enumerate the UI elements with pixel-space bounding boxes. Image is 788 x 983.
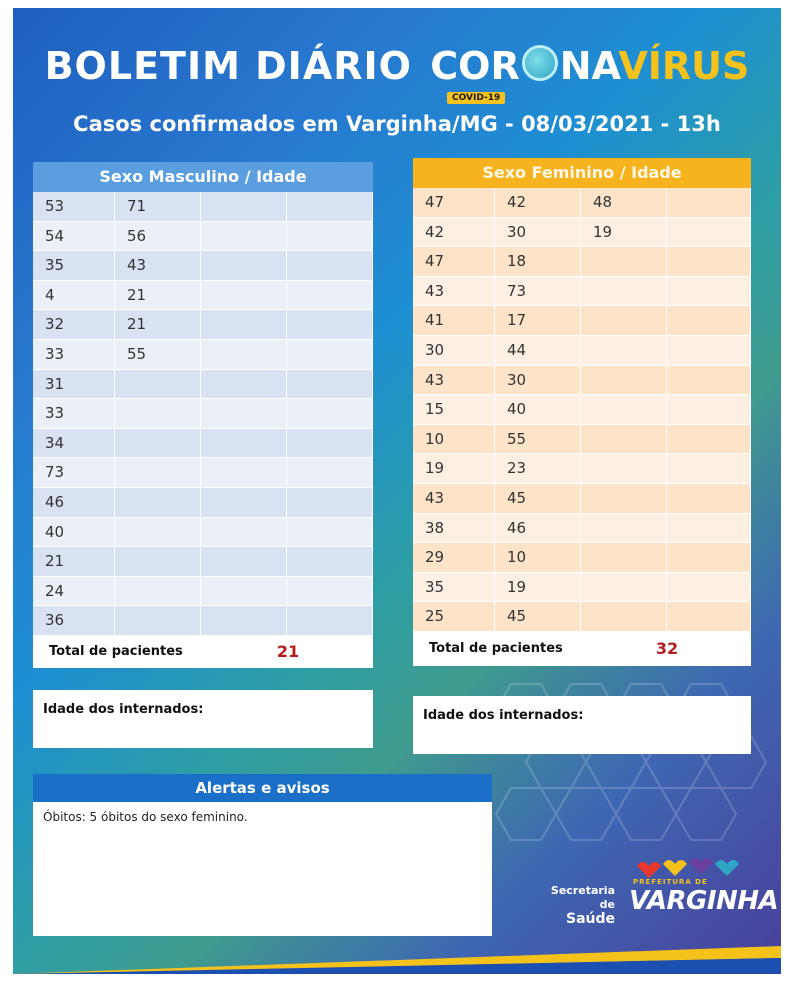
- alerts-panel: [33, 774, 492, 936]
- male-age-cell: [201, 606, 287, 636]
- title-corona: [417, 44, 618, 88]
- covid-tag: COVID-19: [447, 92, 505, 104]
- female-age-cell: [581, 514, 667, 544]
- secretaria-text: Secretaria de: [550, 884, 615, 911]
- female-age-cell: [667, 336, 751, 366]
- male-age-cell: 43: [115, 251, 201, 281]
- male-age-cell: 21: [115, 281, 201, 311]
- female-age-cell: [667, 602, 751, 632]
- female-age-cell: 73: [495, 277, 581, 307]
- male-age-cell: [287, 310, 373, 340]
- male-age-cell: 40: [33, 518, 115, 548]
- female-internados-box: [413, 696, 751, 754]
- female-age-cell: 40: [495, 395, 581, 425]
- male-age-cell: [201, 429, 287, 459]
- female-age-cell: 30: [413, 336, 495, 366]
- female-age-cell: 30: [495, 366, 581, 396]
- female-age-cell: 45: [495, 602, 581, 632]
- female-age-grid: [413, 188, 751, 632]
- male-age-cell: [287, 399, 373, 429]
- male-age-cell: 21: [115, 310, 201, 340]
- male-age-cell: [201, 281, 287, 311]
- alerts-header: Alertas e avisos: [33, 774, 492, 802]
- title-virus: VÍRUS: [618, 44, 750, 88]
- male-age-cell: 56: [115, 222, 201, 252]
- female-age-cell: 46: [495, 514, 581, 544]
- female-age-cell: [667, 277, 751, 307]
- male-age-cell: 21: [33, 547, 115, 577]
- female-age-cell: [581, 602, 667, 632]
- male-age-cell: 53: [33, 192, 115, 222]
- female-age-cell: 55: [495, 425, 581, 455]
- female-age-cell: 30: [495, 218, 581, 248]
- male-age-cell: 54: [33, 222, 115, 252]
- female-age-cell: [581, 425, 667, 455]
- male-internados-box: [33, 690, 373, 748]
- male-total-row: [33, 636, 373, 668]
- male-age-cell: [115, 518, 201, 548]
- male-age-cell: [201, 547, 287, 577]
- male-age-cell: [201, 370, 287, 400]
- female-age-cell: [667, 454, 751, 484]
- female-age-cell: 42: [495, 188, 581, 218]
- male-age-cell: [287, 606, 373, 636]
- female-age-cell: [581, 366, 667, 396]
- male-age-cell: [287, 192, 373, 222]
- bottom-stripe-decoration: [13, 938, 781, 974]
- male-age-cell: [287, 281, 373, 311]
- male-age-cell: [115, 399, 201, 429]
- prefeitura-label: PREFEITURA DE: [633, 878, 708, 886]
- female-age-cell: [581, 484, 667, 514]
- female-age-cell: 25: [413, 602, 495, 632]
- male-total-value: 21: [276, 642, 300, 662]
- female-age-cell: [581, 543, 667, 573]
- male-total-label: Total de pacientes: [49, 644, 183, 660]
- male-age-cell: 35: [33, 251, 115, 281]
- male-age-cell: [287, 547, 373, 577]
- female-age-cell: 38: [413, 514, 495, 544]
- female-age-cell: [667, 573, 751, 603]
- female-age-cell: 17: [495, 306, 581, 336]
- male-age-cell: 33: [33, 399, 115, 429]
- female-age-cell: [581, 277, 667, 307]
- female-age-cell: [667, 188, 751, 218]
- male-table-header: Sexo Masculino / Idade: [33, 162, 373, 192]
- female-age-cell: 19: [495, 573, 581, 603]
- secretaria-label: [533, 884, 615, 927]
- male-age-cell: 31: [33, 370, 115, 400]
- male-age-cell: [201, 192, 287, 222]
- male-age-cell: [115, 458, 201, 488]
- male-age-cell: 24: [33, 577, 115, 607]
- male-age-cell: 34: [33, 429, 115, 459]
- female-age-cell: [667, 395, 751, 425]
- female-age-cell: 43: [413, 484, 495, 514]
- female-age-cell: 29: [413, 543, 495, 573]
- female-age-cell: 42: [413, 218, 495, 248]
- male-age-cell: 55: [115, 340, 201, 370]
- female-age-cell: 44: [495, 336, 581, 366]
- male-age-cell: [287, 488, 373, 518]
- female-table-header: Sexo Feminino / Idade: [413, 158, 751, 188]
- female-age-cell: [667, 425, 751, 455]
- female-age-cell: [667, 514, 751, 544]
- bulletin-title: [13, 44, 781, 88]
- male-age-table: [33, 162, 373, 668]
- female-age-cell: 43: [413, 277, 495, 307]
- female-age-cell: 23: [495, 454, 581, 484]
- male-age-cell: 33: [33, 340, 115, 370]
- female-age-cell: 10: [495, 543, 581, 573]
- male-age-cell: [201, 518, 287, 548]
- female-age-cell: 41: [413, 306, 495, 336]
- female-age-cell: 48: [581, 188, 667, 218]
- female-age-cell: [667, 484, 751, 514]
- male-age-cell: 73: [33, 458, 115, 488]
- female-total-value: 32: [655, 639, 679, 659]
- varginha-logo: [533, 854, 779, 927]
- male-age-cell: [115, 370, 201, 400]
- female-age-cell: 19: [413, 454, 495, 484]
- female-age-cell: [667, 306, 751, 336]
- female-age-table: [413, 158, 751, 666]
- female-age-cell: 18: [495, 247, 581, 277]
- bulletin-poster: [13, 8, 781, 974]
- female-total-row: [413, 632, 751, 666]
- male-internados-label: Idade dos internados:: [43, 702, 204, 717]
- female-age-cell: [667, 366, 751, 396]
- male-age-cell: [201, 310, 287, 340]
- male-age-cell: [201, 488, 287, 518]
- title-boletim-diario: BOLETIM DIÁRIO: [44, 44, 412, 88]
- male-age-cell: [287, 518, 373, 548]
- female-age-cell: 45: [495, 484, 581, 514]
- female-age-cell: 47: [413, 247, 495, 277]
- female-age-cell: [581, 573, 667, 603]
- male-age-cell: 32: [33, 310, 115, 340]
- male-age-cell: [287, 577, 373, 607]
- female-age-cell: 43: [413, 366, 495, 396]
- male-age-cell: [287, 429, 373, 459]
- female-age-cell: 10: [413, 425, 495, 455]
- male-age-cell: 4: [33, 281, 115, 311]
- female-age-cell: [581, 306, 667, 336]
- male-age-cell: [201, 251, 287, 281]
- female-age-cell: 47: [413, 188, 495, 218]
- people-hearts-icon: [633, 858, 753, 880]
- male-age-cell: [287, 458, 373, 488]
- title-corona-part-b: NA: [559, 44, 619, 88]
- varginha-wordmark: VARGINHA: [629, 886, 779, 916]
- female-internados-label: Idade dos internados:: [423, 708, 584, 723]
- male-age-cell: [115, 488, 201, 518]
- female-age-cell: [667, 543, 751, 573]
- alerts-text: Óbitos: 5 óbitos do sexo feminino.: [43, 810, 248, 824]
- male-age-cell: [115, 606, 201, 636]
- male-age-cell: [287, 222, 373, 252]
- male-age-cell: [201, 340, 287, 370]
- male-age-cell: [115, 547, 201, 577]
- female-age-cell: [581, 247, 667, 277]
- male-age-cell: 46: [33, 488, 115, 518]
- male-age-cell: 71: [115, 192, 201, 222]
- bulletin-subtitle: Casos confirmados em Varginha/MG - 08/03/2021 - 13h: [73, 112, 721, 136]
- male-age-cell: [201, 222, 287, 252]
- female-age-cell: [667, 247, 751, 277]
- female-age-cell: [581, 454, 667, 484]
- male-age-cell: [287, 340, 373, 370]
- male-age-cell: [201, 458, 287, 488]
- male-age-cell: [287, 370, 373, 400]
- male-age-cell: [201, 577, 287, 607]
- title-corona-part-a: COR: [430, 44, 520, 88]
- male-age-cell: [115, 429, 201, 459]
- female-age-cell: [581, 395, 667, 425]
- male-age-cell: [287, 251, 373, 281]
- male-age-cell: [201, 399, 287, 429]
- female-age-cell: 35: [413, 573, 495, 603]
- male-age-grid: [33, 192, 373, 636]
- female-age-cell: [667, 218, 751, 248]
- female-age-cell: 15: [413, 395, 495, 425]
- female-total-label: Total de pacientes: [429, 641, 563, 657]
- saude-text: Saúde: [565, 911, 615, 927]
- female-age-cell: 19: [581, 218, 667, 248]
- coronavirus-icon: [522, 45, 558, 81]
- male-age-cell: 36: [33, 606, 115, 636]
- female-age-cell: [581, 336, 667, 366]
- male-age-cell: [115, 577, 201, 607]
